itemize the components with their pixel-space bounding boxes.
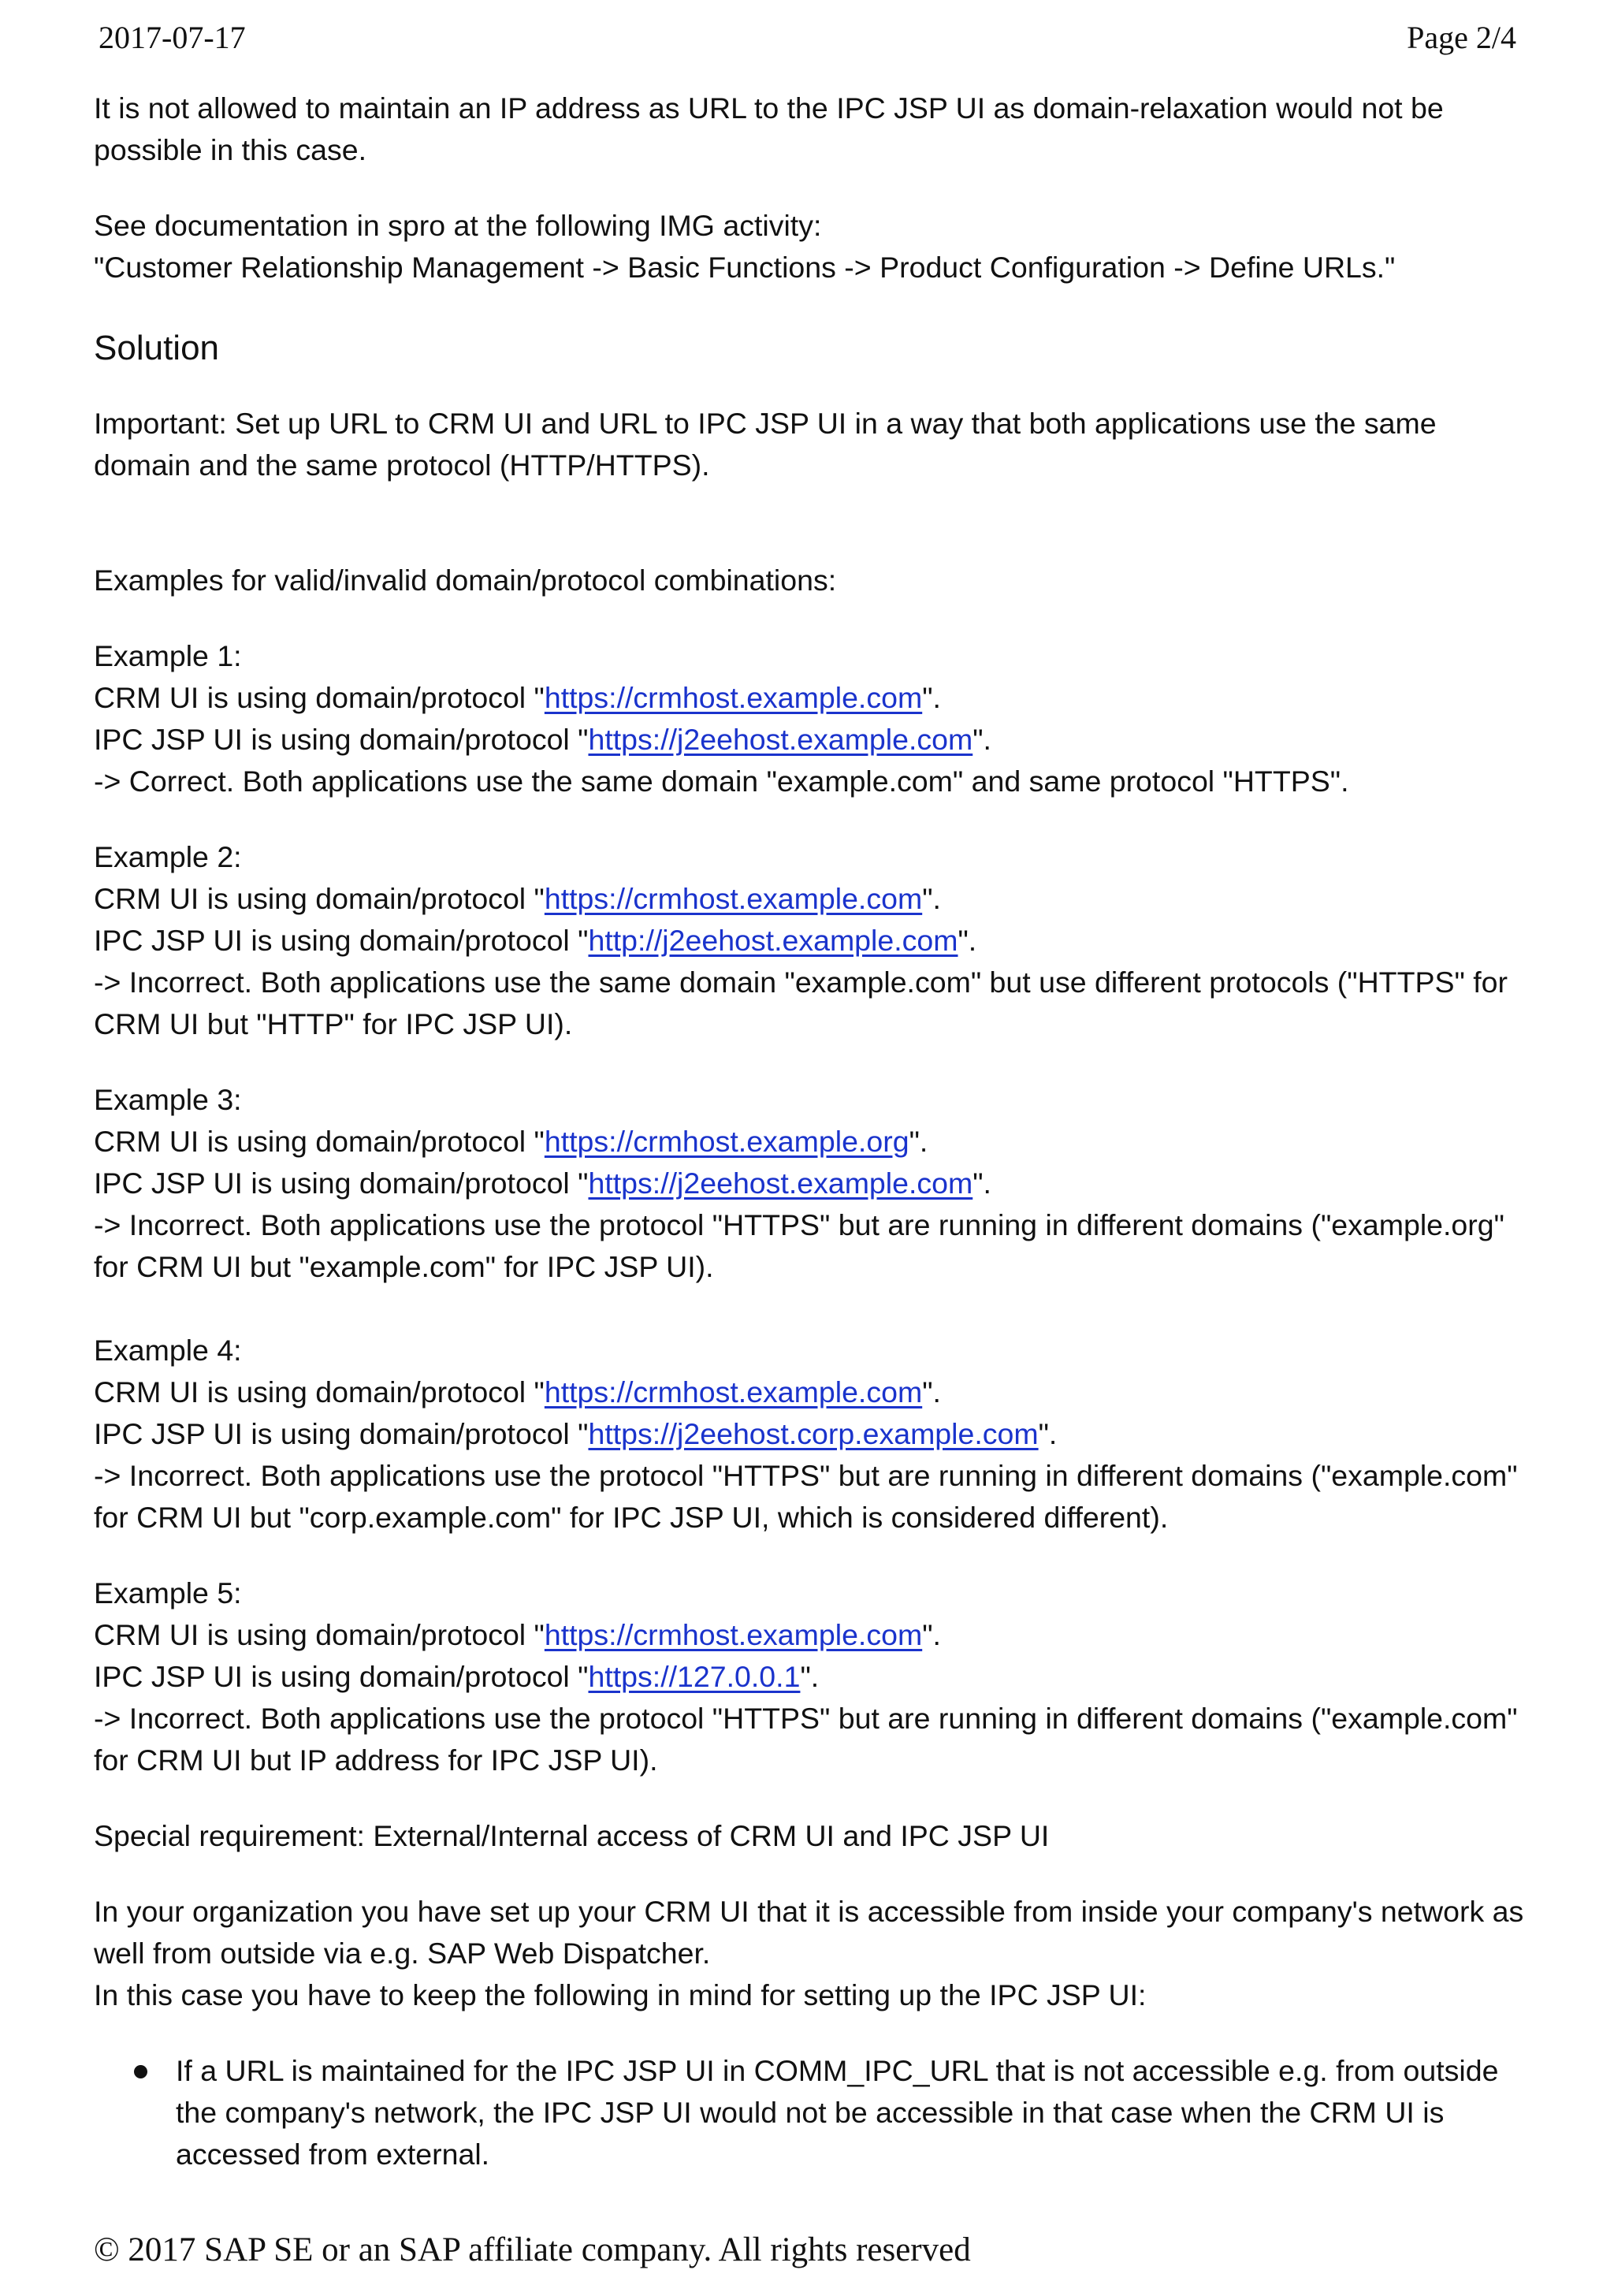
see-documentation-line: See documentation in spro at the following IMG activity: bbox=[94, 209, 822, 242]
ipc-url-link[interactable]: https://127.0.0.1 bbox=[588, 1660, 801, 1693]
bullet-icon bbox=[134, 2065, 147, 2078]
ipc-url-line bbox=[94, 920, 1524, 962]
ipc-url-prefix: IPC JSP UI is using domain/protocol " bbox=[94, 1167, 589, 1200]
crm-url-prefix: CRM UI is using domain/protocol " bbox=[94, 1618, 545, 1651]
quote-end: ". bbox=[972, 723, 991, 756]
example-block-1 bbox=[94, 635, 1524, 802]
document-body bbox=[94, 87, 1524, 2175]
quote-end: ". bbox=[922, 882, 941, 915]
ipc-url-link[interactable]: https://j2eehost.corp.example.com bbox=[588, 1417, 1039, 1450]
quote-end: ". bbox=[922, 1618, 941, 1651]
bullet-text: If a URL is maintained for the IPC JSP UI in COMM_IPC_URL that is not accessible e.g. from outside the company's network, the IPC JSP UI would not be accessible in that case when the CRM UI is accessed from external. bbox=[176, 2054, 1499, 2171]
bullet-item bbox=[94, 2050, 1524, 2175]
ipc-url-line bbox=[94, 1413, 1524, 1455]
ipc-url-line bbox=[94, 1656, 1524, 1698]
example-result: -> Incorrect. Both applications use the protocol "HTTPS" but are running in different domains ("example.org" for CRM UI but "example.com" for IPC JSP UI). bbox=[94, 1208, 1504, 1283]
special-requirement-heading: Special requirement: External/Internal access of CRM UI and IPC JSP UI bbox=[94, 1819, 1050, 1852]
quote-end: ". bbox=[972, 1167, 991, 1200]
ip-note-paragraph: It is not allowed to maintain an IP address as URL to the IPC JSP UI as domain-relaxation would not be possible in this case. bbox=[94, 91, 1444, 166]
crm-url-line bbox=[94, 878, 1524, 920]
crm-url-line bbox=[94, 1121, 1524, 1163]
example-result: -> Incorrect. Both applications use the same domain "example.com" but use different protocols ("HTTPS" for CRM UI but "HTTP" for IPC JSP UI). bbox=[94, 966, 1508, 1040]
example-title: Example 2: bbox=[94, 840, 242, 873]
bullet-list bbox=[94, 2050, 1524, 2175]
ipc-url-link[interactable]: https://j2eehost.example.com bbox=[588, 723, 973, 756]
ipc-url-prefix: IPC JSP UI is using domain/protocol " bbox=[94, 1660, 589, 1693]
quote-end: ". bbox=[1038, 1417, 1058, 1450]
example-title: Example 4: bbox=[94, 1334, 242, 1367]
solution-heading: Solution bbox=[94, 329, 220, 367]
crm-url-link[interactable]: https://crmhost.example.com bbox=[544, 1618, 923, 1651]
crm-url-link[interactable]: https://crmhost.example.com bbox=[544, 1375, 923, 1408]
example-result: -> Incorrect. Both applications use the protocol "HTTPS" but are running in different domains ("example.com" for CRM UI but "corp.example.com" for IPC JSP UI, which is considered different). bbox=[94, 1459, 1518, 1534]
img-activity-path: "Customer Relationship Management -> Basic Functions -> Product Configuration -> Define URLs." bbox=[94, 251, 1396, 284]
example-block-5 bbox=[94, 1572, 1524, 1781]
example-result: -> Correct. Both applications use the same domain "example.com" and same protocol "HTTPS". bbox=[94, 765, 1349, 798]
example-title: Example 5: bbox=[94, 1576, 242, 1609]
crm-url-link[interactable]: https://crmhost.example.org bbox=[544, 1125, 909, 1158]
special-paragraph-2: In this case you have to keep the following in mind for setting up the IPC JSP UI: bbox=[94, 1978, 1147, 2011]
crm-url-line bbox=[94, 1614, 1524, 1656]
crm-url-link[interactable]: https://crmhost.example.com bbox=[544, 681, 923, 714]
ipc-url-prefix: IPC JSP UI is using domain/protocol " bbox=[94, 924, 589, 957]
ipc-url-line bbox=[94, 719, 1524, 761]
ipc-url-prefix: IPC JSP UI is using domain/protocol " bbox=[94, 723, 589, 756]
special-paragraph-1: In your organization you have set up your CRM UI that it is accessible from inside your company's network as well from outside via e.g. SAP Web Dispatcher. bbox=[94, 1895, 1524, 1970]
example-block-3 bbox=[94, 1079, 1524, 1288]
quote-end: ". bbox=[922, 1375, 941, 1408]
example-result: -> Incorrect. Both applications use the protocol "HTTPS" but are running in different domains ("example.com" for CRM UI but IP address for IPC JSP UI). bbox=[94, 1702, 1518, 1777]
crm-url-prefix: CRM UI is using domain/protocol " bbox=[94, 1125, 545, 1158]
quote-end: ". bbox=[909, 1125, 928, 1158]
crm-url-line bbox=[94, 677, 1524, 719]
ipc-url-link[interactable]: https://j2eehost.example.com bbox=[588, 1167, 973, 1200]
quote-end: ". bbox=[958, 924, 977, 957]
page-number: Page 2/4 bbox=[1407, 20, 1516, 55]
crm-url-prefix: CRM UI is using domain/protocol " bbox=[94, 882, 545, 915]
important-paragraph: Important: Set up URL to CRM UI and URL to IPC JSP UI in a way that both applications use the same domain and the same protocol (HTTP/HTTPS). bbox=[94, 407, 1437, 482]
example-title: Example 3: bbox=[94, 1083, 242, 1116]
ipc-url-prefix: IPC JSP UI is using domain/protocol " bbox=[94, 1417, 589, 1450]
crm-url-prefix: CRM UI is using domain/protocol " bbox=[94, 681, 545, 714]
crm-url-line bbox=[94, 1371, 1524, 1413]
example-block-4 bbox=[94, 1330, 1524, 1539]
quote-end: ". bbox=[800, 1660, 820, 1693]
header-date: 2017-07-17 bbox=[99, 20, 246, 55]
ipc-url-link[interactable]: http://j2eehost.example.com bbox=[588, 924, 958, 957]
example-block-2 bbox=[94, 836, 1524, 1045]
example-title: Example 1: bbox=[94, 639, 242, 672]
crm-url-link[interactable]: https://crmhost.example.com bbox=[544, 882, 923, 915]
examples-intro: Examples for valid/invalid domain/protocol combinations: bbox=[94, 564, 837, 597]
ipc-url-line bbox=[94, 1163, 1524, 1204]
footer-copyright: © 2017 SAP SE or an SAP affiliate company. All rights reserved bbox=[94, 2231, 971, 2268]
crm-url-prefix: CRM UI is using domain/protocol " bbox=[94, 1375, 545, 1408]
quote-end: ". bbox=[922, 681, 941, 714]
